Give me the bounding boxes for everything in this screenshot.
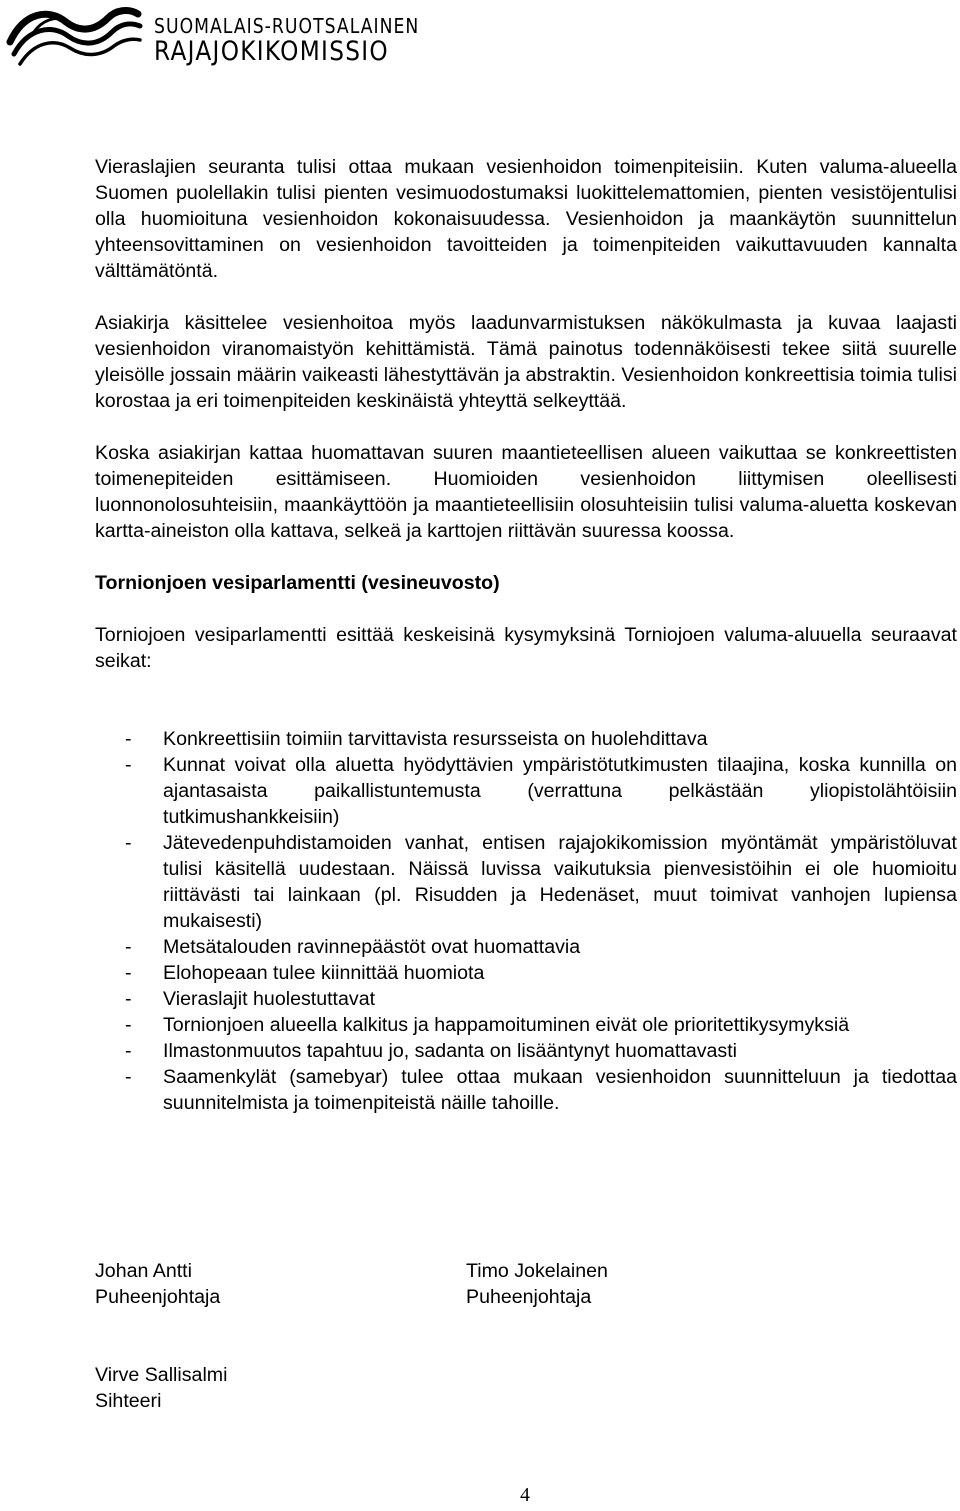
list-item (95, 830, 957, 934)
list-item-text: Saamenkylät (samebyar) tulee ottaa mukaan vesienhoidon suunnitteluun ja tiedottaa suunnitelmista ja toimenpiteistä näille tahoille. (163, 1066, 957, 1114)
dash-marker: - (125, 728, 132, 750)
wave-emblem-icon (4, 2, 144, 66)
signatory-role: Puheenjohtaja (466, 1286, 592, 1308)
signature-block-chair-2 (466, 1258, 608, 1310)
list-item-text: Jätevedenpuhdistamoiden vanhat, entisen rajajokikomission myöntämät ympäristöluvat tulisi käsitellä uudestaan. Näissä luvissa vaikutuksia pienvesistöihin ei ole huomioitu riittävästi tai lainkaan (pl. Risudden ja Hedenäset, muut toimivat vanhojen lupiensa mukaisesti) (163, 832, 957, 932)
org-name-line1: SUOMALAIS-RUOTSALAINEN (154, 14, 420, 38)
list-item (95, 1064, 957, 1116)
signatory-name: Timo Jokelainen (466, 1260, 608, 1282)
commission-logo (4, 2, 420, 67)
list-item-text: Ilmastonmuutos tapahtuu jo, sadanta on lisääntynyt huomattavasti (163, 1040, 738, 1062)
page-number: 4 (520, 1485, 530, 1506)
signatory-name: Johan Antti (95, 1260, 192, 1282)
paragraph-1: Vieraslajien seuranta tulisi ottaa mukaan vesienhoidon toimenpiteisiin. Kuten valuma-alueella Suomen puolellakin tulisi pienten vesimuodostumaksi luokittelemattomien, pienten vesistöjentulisi olla huomioituna vesienhoidon kokonaisuudessa. Vesienhoidon ja maankäytön suunnittelun yhteensovittaminen on vesienhoidon tavoitteiden ja toimenpiteiden vaikuttavuuden kannalta välttämätöntä. (95, 156, 957, 282)
org-name-line2: RAJAJOKIKOMISSIO (154, 36, 389, 67)
list-item-text: Kunnat voivat olla aluetta hyödyttävien ympäristötutkimusten tilaajina, koska kunnilla on ajantasaista paikallistuntemusta (verrattuna pelkästään yliopistolähtöisiin tutkimushankkeisiin) (163, 754, 957, 828)
list-item (95, 960, 957, 986)
paragraph-2: Asiakirja käsittelee vesienhoitoa myös laadunvarmistuksen näkökulmasta ja kuvaa laajasti vesienhoidon viranomaistyön kehittämistä. Tämä painotus todennäköisesti tekee siitä suurelle yleisölle jossain määrin vaikeasti lähestyttävän ja abstraktin. Vesienhoidon konkreettisia toimia tulisi korostaa ja eri toimenpiteiden keskinäistä yhteyttä selkeyttää. (95, 312, 957, 412)
list-item-text: Metsätalouden ravinnepäästöt ovat huomattavia (163, 936, 581, 958)
list-item-text: Vieraslajit huolestuttavat (163, 988, 376, 1010)
dash-marker: - (125, 832, 132, 854)
signatory-name: Virve Sallisalmi (95, 1364, 228, 1386)
dash-marker: - (125, 1040, 132, 1062)
signature-block-chair-1 (95, 1258, 220, 1310)
section-intro: Torniojoen vesiparlamentti esittää keskeisinä kysymyksinä Torniojoen valuma-aluuella seuraavat seikat: (95, 624, 957, 672)
section-heading: Tornionjoen vesiparlamentti (vesineuvosto) (95, 572, 500, 594)
list-item (95, 986, 957, 1012)
dash-marker: - (125, 962, 132, 984)
paragraph-3: Koska asiakirjan kattaa huomattavan suuren maantieteellisen alueen vaikuttaa se konkreettisten toimenepiteiden esittämiseen. Huomioiden vesienhoidon liittymisen oleellisesti luonnonolosuhteisiin, maankäyttöön ja maantieteellisiin olosuhteisiin tulisi valuma-aluetta koskevan kartta-aineiston olla kattava, selkeä ja karttojen riittävän suuressa koossa. (95, 442, 957, 542)
list-item (95, 934, 957, 960)
list-item (95, 1038, 957, 1064)
dash-marker: - (125, 1066, 132, 1088)
document-body (95, 154, 957, 1116)
dash-marker: - (125, 936, 132, 958)
signature-block-secretary (95, 1362, 227, 1414)
list-item-text: Konkreettisiin toimiin tarvittavista resursseista on huolehdittava (163, 728, 708, 750)
dash-marker: - (125, 1014, 132, 1036)
dash-marker: - (125, 988, 132, 1010)
list-item (95, 752, 957, 830)
issue-list (95, 726, 957, 1116)
dash-marker: - (125, 754, 132, 776)
list-item (95, 726, 957, 752)
signatory-role: Puheenjohtaja (95, 1286, 221, 1308)
list-item (95, 1012, 957, 1038)
list-item-text: Tornionjoen alueella kalkitus ja happamoituminen eivät ole prioritettikysymyksiä (163, 1014, 850, 1036)
list-item-text: Elohopeaan tulee kiinnittää huomiota (163, 962, 485, 984)
signatory-role: Sihteeri (95, 1390, 162, 1412)
